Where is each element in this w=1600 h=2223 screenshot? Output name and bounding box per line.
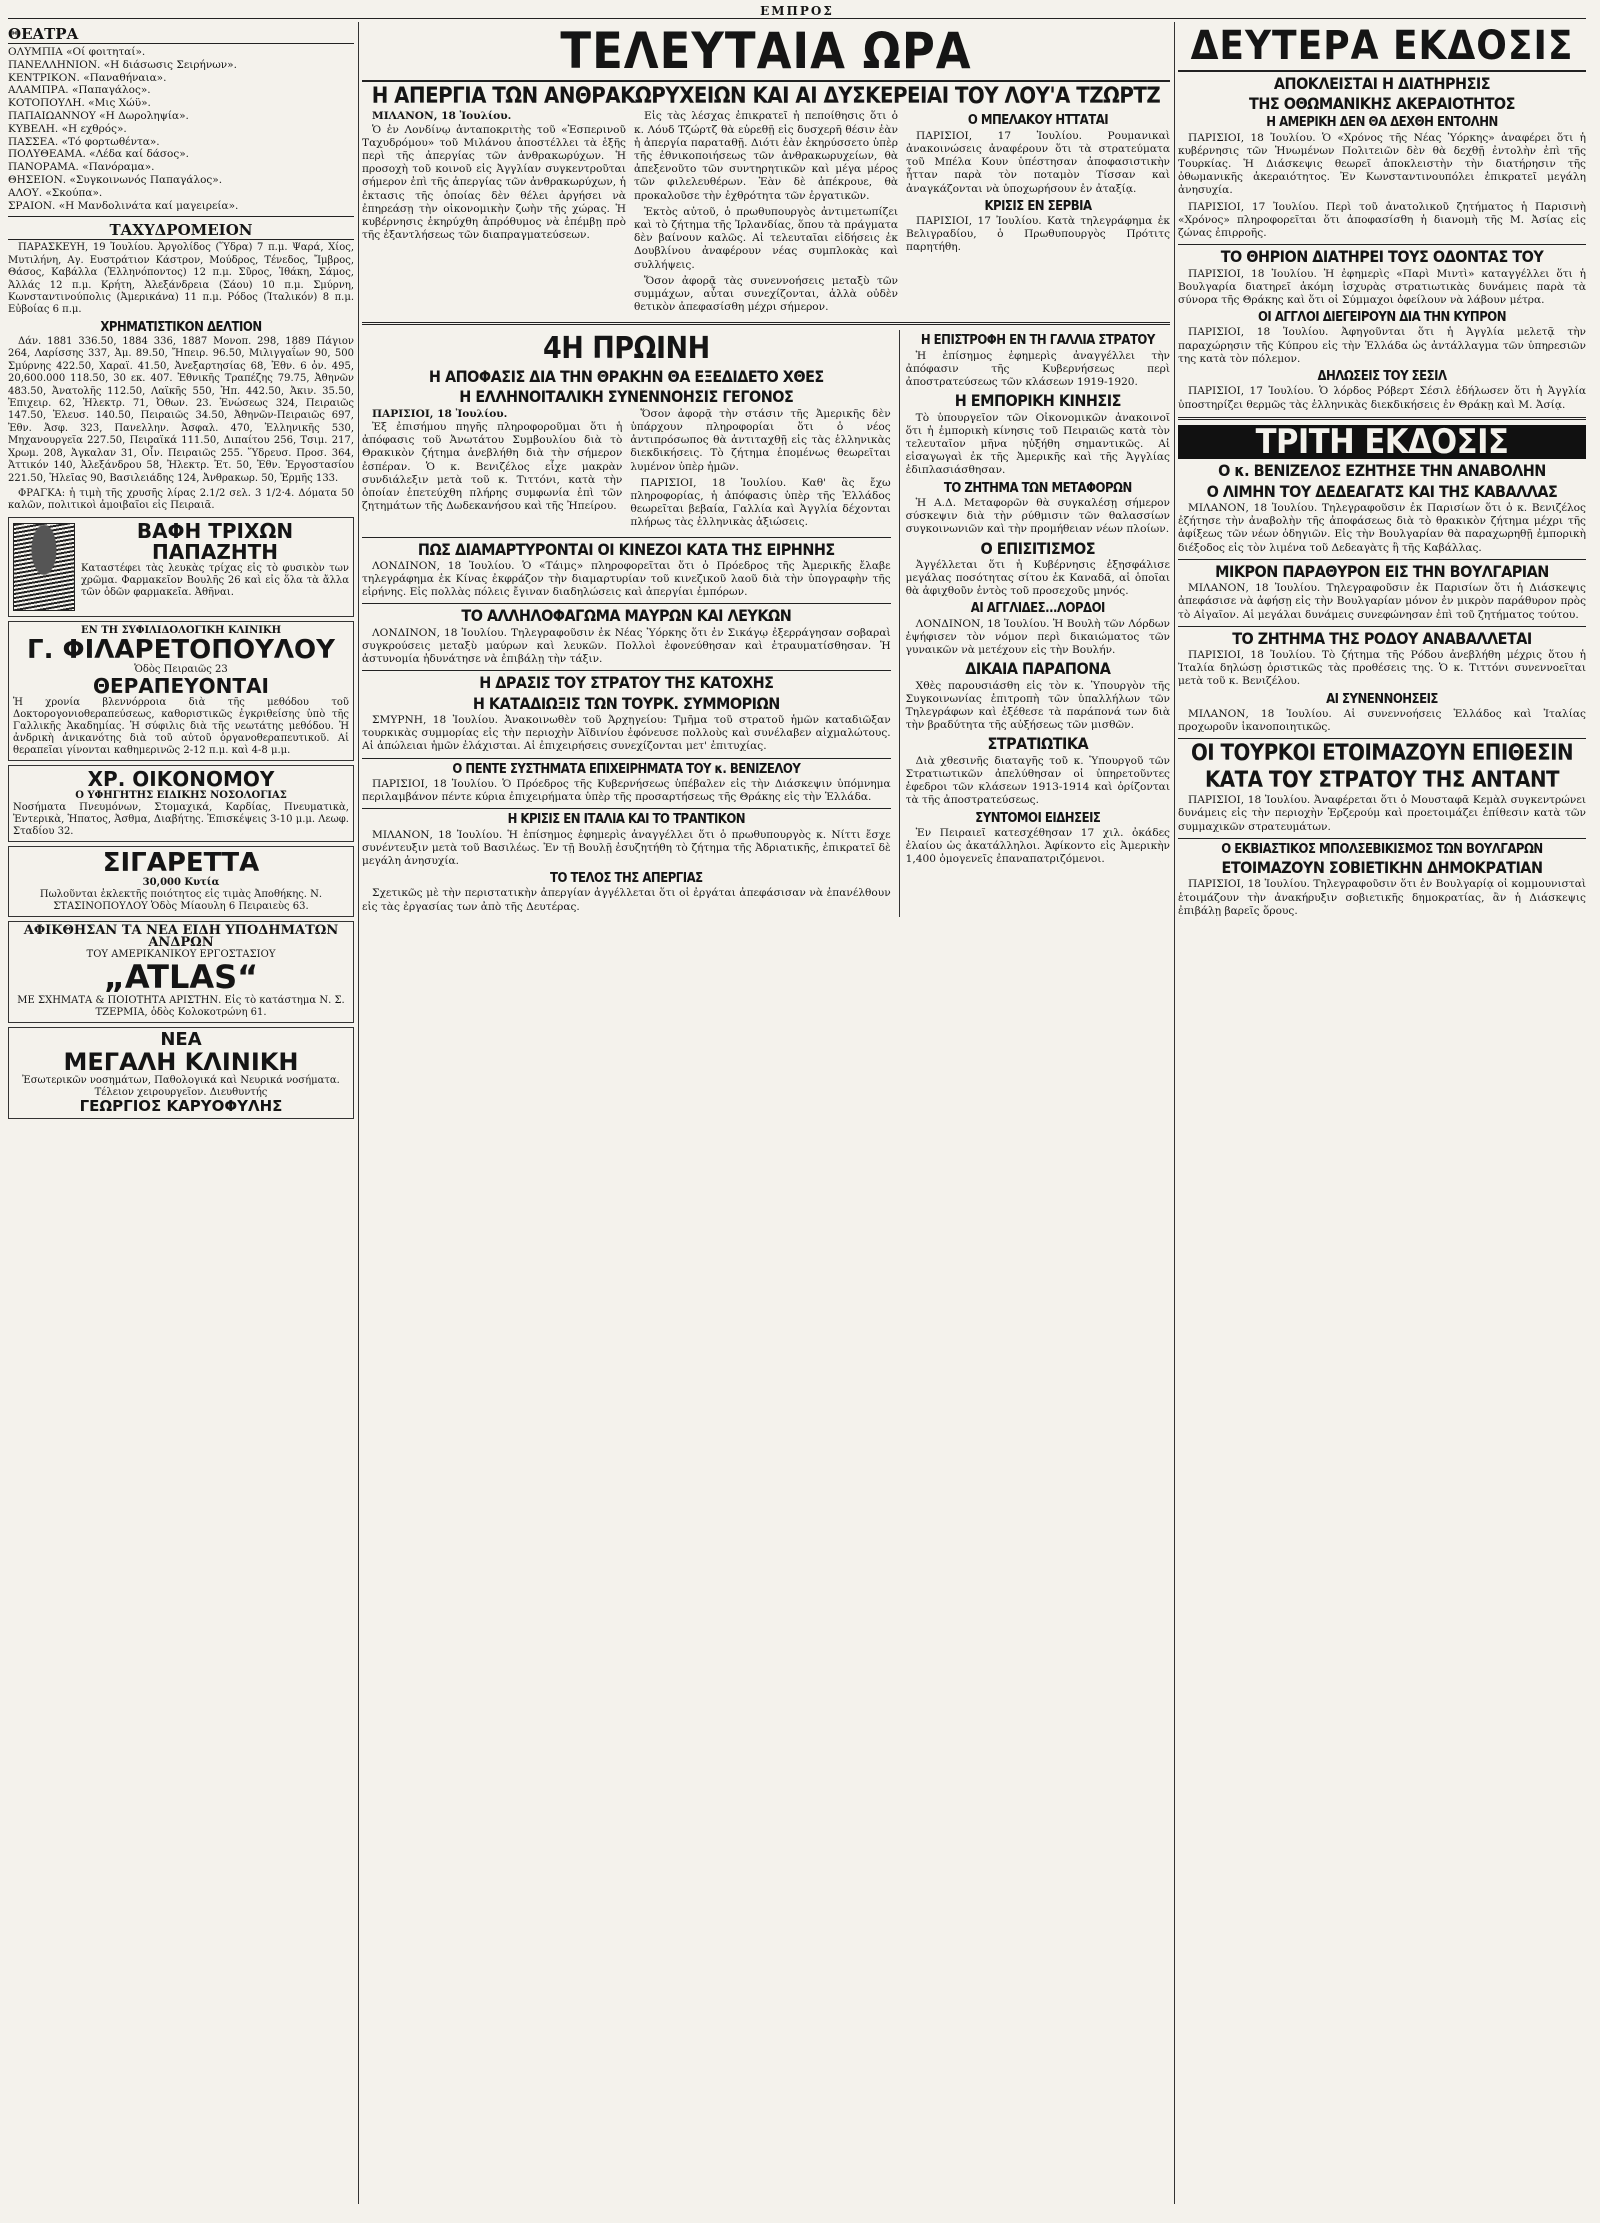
occupation-army-headline: Η ΔΡΑΣΙΣ ΤΟΥ ΣΤΡΑΤΟΥ ΤΗΣ ΚΑΤΟΧΗΣ — [479, 673, 774, 693]
hair-dye-ad — [8, 517, 354, 617]
cigarette-text: Πωλοῦνται ἐκλεκτῆς ποιότητος εἰς τιμὰς Ἀποθήκης. Ν. ΣΤΑΣΙΝΟΠΟΥΛΟΥ Ὁδὸς Μίαουλη 6 Πειραιεὺς 63. — [39, 889, 323, 913]
rhodes-headline: ΤΟ ΖΗΤΗΜΑ ΤΗΣ ΡΟΔΟΥ ΑΝΑΒΑΛΛΕΤΑΙ — [1232, 628, 1532, 648]
theatre-listing: ΠΟΛΥΘΕΑΜΑ. «Λέδα καί δάσος». — [8, 148, 189, 161]
article-paragraph: ΛΟΝΔΙΝΟΝ, 18 Ἰουλίου. Τηλεγραφοῦσιν ἐκ Νέας Ὑόρκης ὅτι ἐν Σικάγῳ ἐξερράγησαν σοβαραὶ συγκρούσεις μεταξὺ μαύρων καὶ λευκῶν. Πολλοὶ ἐφονεύθησαν καὶ ἐτραυματίσθησαν. Ἡ ἀστυνομία ἠδυνάτησε νὰ ἐπιβάλῃ τὴν τάξιν. — [362, 626, 891, 666]
ottoman-headline-1: ΑΠΟΚΛΕΙΣΤΑΙ Η ΔΙΑΤΗΡΗΣΙΣ — [1273, 73, 1491, 93]
bela-kun-headline: Ο ΜΠΕΛΑΚΟΥ ΗΤΤΑΤΑΙ — [967, 113, 1109, 129]
turks-attack-headline-2: ΚΑΤΑ ΤΟΥ ΣΤΡΑΤΟΥ ΤΗΣ ΑΝΤΑΝΤ — [1204, 767, 1560, 793]
article-paragraph: ΠΑΡΙΣΙΟΙ, 18 Ἰουλίου. Ὁ Πρόεδρος τῆς Κυβερνήσεως ὑπέβαλεν εἰς τὴν Διάσκεψιν ὑπόμνημα περιλαμβάνον πέντε κύρια ἐπιχειρήματα ὑπὲρ τῆς προσαρτήσεως τῆς Θράκης εἰς τὴν Ἑλλάδα. — [362, 777, 891, 804]
doctor-subtitle: Ο ΥΦΗΓΗΤΗΣ ΕΙΔΙΚΗΣ ΝΟΣΟΛΟΓΙΑΣ — [75, 790, 287, 802]
bulletin-note: ΦΡΑΓΚΑ: ἡ τιμὴ τῆς χρυσῆς λίρας 2.1/2 σελ. 3 1/2·4. Δόματα 50 καλῶν, πολιτικοὶ ἀμοιβαῖοι εἰς Πειραιᾶ. — [8, 487, 354, 512]
article-paragraph: Ἐκτὸς αὐτοῦ, ὁ πρωθυπουργὸς ἀντιμετωπίζει καὶ τὸ ζήτημα τῆς Ἰρλανδίας, ὅπου τὰ πράγματα δὲν βαίνουν καλῶς. Αἱ τελευταῖαι εἰδήσεις ἐκ Δουβλίνου ἀναφέρουν νέας συμπλοκὰς καὶ συλλήψεις. — [634, 205, 898, 271]
venizelos-delay-headline: Ο κ. ΒΕΝΙΖΕΛΟΣ ΕΖΗΤΗΣΕ ΤΗΝ ΑΝΑΒΟΛΗΝ — [1218, 461, 1546, 481]
theatre-listing: ΘΗΣΕΙΟΝ. «Συγκοινωνός Παπαγάλος». — [8, 173, 223, 186]
article-paragraph: ΠΑΡΙΣΙΟΙ, 18 Ἰουλίου. Τὸ ζήτημα τῆς Ρόδου ἀνεβλήθη μέχρις ὅτου ἡ Ἰταλία δηλώσῃ ὁριστικῶς τὰς προθέσεις της. Ὁ κ. Τιττόνι συνεννοεῖται μετὰ τοῦ κ. Βενιζέλου. — [1178, 649, 1586, 688]
theatre-heading: ΘΕΑΤΡΑ — [8, 25, 354, 44]
transport-headline: ΤΟ ΖΗΤΗΜΑ ΤΩΝ ΜΕΤΑΦΟΡΩΝ — [943, 480, 1132, 496]
doctor-name: ΧΡ. ΟΙΚΟΝΟΜΟΥ — [87, 767, 275, 792]
lower-center — [362, 330, 1170, 916]
beast-headline: ΤΟ ΘΗΡΙΟΝ ΔΙΑΤΗΡΕΙ ΤΟΥΣ ΟΔΟΝΤΑΣ ΤΟΥ — [1220, 247, 1544, 267]
article-paragraph: ΠΑΡΙΣΙΟΙ, 17 Ἰουλίου. Ὁ λόρδος Ρόβερτ Σέσιλ ἐδήλωσεν ὅτι ἡ Ἀγγλία ὑποστηρίζει θερμῶς τὰς ἑλληνικὰς διεκδικήσεις ἐν Θράκῃ καὶ Μ. Ἀσίᾳ. — [1178, 385, 1586, 411]
article-paragraph: ΜΙΛΑΝΟΝ, 18 Ἰουλίου. Τηλεγραφοῦσιν ἐκ Παρισίων ὅτι ἡ Διάσκεψις ἀπεφάσισε νὰ ἀφήσῃ εἰς τὴν Βουλγαρίαν μόνον ἐν μικρὸν παράθυρον πρὸς τὸ Αἰγαῖον. Αἱ μεγάλαι δυνάμεις συνεφώνησαν ἐπὶ τοῦ ζητήματος τούτου. — [1178, 582, 1586, 621]
greco-italian-headline: Η ΕΛΛΗΝΟΙΤΑΛΙΚΗ ΣΥΝΕΝΝΟΗΣΙΣ ΓΕΓΟΝΟΣ — [459, 387, 794, 407]
theatre-listing: ΠΑΝΕΛΛΗΝΙΟΝ. «Η διάσωσις Σειρήνων». — [8, 58, 237, 71]
theatre-listing: ΑΛΑΜΠΡΑ. «Παπαγάλος». — [8, 84, 151, 97]
theatre-list — [8, 46, 354, 212]
theatre-listing: ΚΕΝΤΡΙΚΟΝ. «Παναθήναια». — [8, 71, 167, 84]
atlas-sub: ΤΟΥ ΑΜΕΡΙΚΑΝΙΚΟΥ ΕΡΓΟΣΤΑΣΙΟΥ — [86, 949, 276, 961]
bulletin-text: Δάν. 1881 336.50, 1884 336, 1887 Μονοπ. 298, 1889 Πάγιον 264, Λαρίσσης 337, Ἀμ. 89.50, Ἤπειρ. 96.50, Μιλιγγαΐων 90, 500 Σμύρνης 422.50, Χαραϊ. 41.50, Ἀνεξαρτησίας 68, Ἐθν. 6 ὀν. 495, 20,600.000 118.50, 30 εκ. 407. Ἐθνικῆς Τραπέζης 79.75, Ἀθηνῶν 483.50, Ἀνατολῆς 112.50, Λαϊκῆς 550, Ἠπ. 442.50, Ἀκιν. 35.50, Ἐπιχειρ. 62, Ἠλεκτρ. 71, Ὀθων. 23. Ἑνώσεως 324, Πειραιῶς 147.50, Ἐλευσ. 140.50, Πειραιῶς 34.50, Ἀθηνῶν-Πειραιῶς 697, Ἐθν. Ἀσφ. 323, Πανελλην. Ἀσφαλ. 470, Ἑλληνικῆς 530, Μηχανουργεῖα 227.50, Πειραϊκά 111.50, Διπαίτου 256, Τσιμ. 217, Χρωμ. 208, Ἀγκαλαν 31, Οἶν. Πειραιῶς 255. Ὕδρευσ. Προσ. 364, Ἀττικόν 140, Ἀλεξάνδρου 58, Ἠλεκτρ. Ἐτ. 50, Ἐθν. Ἐργοστασίου 221.50, Ἡλεῖας 90, Βασιλειάδης 124, Ἀνθρακωρ. 50, Ἐρμῆς 133. — [8, 336, 354, 484]
article-paragraph: Εἰς τὰς λέσχας ἐπικρατεῖ ἡ πεποίθησις ὅτι ὁ κ. Λόυδ Τζώρτζ θὰ εὑρεθῇ εἰς δυσχερῆ θέσιν ἐὰν ἡ ἀπεργία παραταθῇ. Διότι ἐὰν ἐκηρύσσετο ὑπὲρ τῆς ἐθνικοποιήσεως τῶν ἀνθρακωρυχείων, θὰ ἀπεξενοῦτο τῶν συντηρητικῶν καὶ μέγα μέρος τῶν φιλελευθέρων. Ἐὰν δὲ ἀπέκρουε, θὰ προκαλοῦσε τὴν ἐχθρότητα τῶν ἐργατικῶν. — [634, 110, 898, 202]
cigarette-subtitle: 30,000 Κυτία — [142, 877, 220, 889]
article-paragraph: Ἡ Α.Δ. Μεταφορῶν θὰ συγκαλέσῃ σήμερον σύσκεψιν διὰ τὴν ρύθμισιν τῶν θαλασσίων συγκοινωνιῶν καὶ τὴν προμήθειαν νέων πλοίων. — [905, 496, 1170, 536]
article-paragraph: Ἀγγέλλεται ὅτι ἡ Κυβέρνησις ἐξησφάλισε μεγάλας ποσότητας σίτου ἐκ Καναδᾶ, αἱ ὁποῖαι θὰ ἀφιχθοῦν ἐντὸς τοῦ προσεχοῦς μηνός. — [905, 558, 1170, 598]
article-paragraph: Τὸ ὑπουργεῖον τῶν Οἰκονομικῶν ἀνακοινοῖ ὅτι ἡ ἐμπορικὴ κίνησις τοῦ Πειραιῶς κατὰ τὸν τελευταῖον μῆνα ηὐξήθη σημαντικῶς. Αἱ εἰσαγωγαὶ ἐκ τῆς Ἀμερικῆς καὶ τῆς Ἀγγλίας ἐδιπλασιάσθησαν. — [905, 411, 1170, 477]
masthead: ΕΜΠΡΟΣ — [8, 4, 1586, 19]
turks-attack-headline-1: ΟΙ ΤΟΥΡΚΟΙ ΕΤΟΙΜΑΖΟΥΝ ΕΠΙΘΕΣΙΝ — [1190, 741, 1574, 767]
dateline: ΜΙΛΑΝΟΝ, 18 Ἰουλίου. — [372, 110, 512, 123]
post-heading: ΤΑΧΥΔΡΟΜΕΙΟΝ — [8, 221, 354, 240]
portrait-illustration — [13, 523, 75, 611]
big-clinic-pre: ΝΕΑ — [160, 1028, 202, 1050]
theatre-listing: ΠΑΝΟΡΑΜΑ. «Πανόραμα». — [8, 161, 155, 174]
article-paragraph: ΜΙΛΑΝΟΝ, 18 Ἰουλίου. Ἡ ἐπίσημος ἐφημερὶς ἀναγγέλλει ὅτι ὁ πρωθυπουργὸς κ. Νίττι ἔσχε συνέντευξιν μετὰ τοῦ Βασιλέως. Ἐν τῇ Βουλῇ ἐσυζητήθη τὸ ζήτημα τῆς Ἀδριατικῆς, ἐπικρατεῖ δὲ μεγάλη ἀνησυχία. — [362, 828, 891, 867]
article-paragraph: ΠΑΡΙΣΙΟΙ, 18 Ἰουλίου. Τηλεγραφοῦσιν ὅτι ἐν Βουλγαρίᾳ οἱ κομμουνισταὶ ἑτοιμάζουν τὴν ἀνακήρυξιν σοβιετικῆς δημοκρατίας, ἂν ἡ Διάσκεψις ἐπιβάλῃ βαρεῖς ὅρους. — [1178, 878, 1586, 917]
ports-headline: Ο ΛΙΜΗΝ ΤΟΥ ΔΕΔΕΑΓΑΤΣ ΚΑΙ ΤΗΣ ΚΑΒΑΛΛΑΣ — [1206, 481, 1558, 501]
left-column — [8, 22, 354, 2204]
right-column — [1178, 22, 1586, 2204]
theatre-listing: ΚΟΤΟΠΟΥΛΗ. «Μις Χώϋ». — [8, 97, 151, 110]
ottoman-headline-2: ΤΗΣ ΟΘΩΜΑΝΙΚΗΣ ΑΚΕΡΑΙΟΤΗΤΟΣ — [1249, 94, 1515, 114]
venizelos-headline: Ο ΠΕΝΤΕ ΣΥΣΤΗΜΑΤΑ ΕΠΙΧΕΙΡΗΜΑΤΑ ΤΟΥ κ. ΒΕΝΙΖΕΛΟΥ — [452, 761, 801, 777]
cigarette-title: ΣΙΓΑΡΕΤΤΑ — [102, 848, 260, 879]
fourth-morning-title: 4Η ΠΡΩΙΝΗ — [542, 331, 710, 367]
soviet-republic-headline: ΕΤΟΙΜΑΖΟΥΝ ΣΟΒΙΕΤΙΚΗΝ ΔΗΜΟΚΡΑΤΙΑΝ — [1221, 858, 1543, 878]
theatre-listing: ΣΡΑΙΟΝ. «Η Μανδολινάτα καί μαγειρεία». — [8, 199, 239, 212]
return-army-headline: Η ΕΠΙΣΤΡΟΦΗ ΕΝ ΤΗ ΓΑΛΛΙΑ ΣΤΡΑΤΟΥ — [920, 333, 1155, 349]
military-headline: ΣΤΡΑΤΙΩΤΙΚΑ — [987, 734, 1089, 754]
big-clinic-title: ΜΕΓΑΛΗ ΚΛΙΝΙΚΗ — [63, 1047, 299, 1076]
atlas-text: ΜΕ ΣΧΗΜΑΤΑ & ΠΟΙΟΤΗΤΑ ΑΡΙΣΤΗΝ. Εἰς τὸ κατάστημα Ν. Σ. ΤΖΕΡΜΙΑ, ὁδὸς Κολοκοτρώνη 61. — [17, 994, 345, 1018]
article-paragraph: ΠΑΡΙΣΙΟΙ, 17 Ἰουλίου. Κατὰ τηλεγράφημα ἐκ Βελιγραδίου, ὁ Πρωθυπουργὸς Πρότιτς παρητήθη. — [906, 214, 1170, 254]
cyprus-headline: ΟΙ ΑΓΓΛΟΙ ΔΙΕΓΕΙΡΟΥΝ ΔΙΑ ΤΗΝ ΚΥΠΡΟΝ — [1257, 310, 1506, 326]
clinic-pre: ΕΝ ΤΗ ΣΥΦΙΛΙΔΟΛΟΓΙΚΗ ΚΛΙΝΙΚΗ — [80, 624, 282, 636]
lords-headline: ΑΙ ΑΓΓΛΙΔΕΣ...ΛΟΡΔΟΙ — [970, 601, 1105, 617]
big-clinic-ad — [8, 1027, 354, 1119]
dateline: ΠΑΡΙΣΙΟΙ, 18 Ἰουλίου. — [372, 407, 508, 420]
bulgaria-window-headline: ΜΙΚΡΟΝ ΠΑΡΑΘΥΡΟΝ ΕΙΣ ΤΗΝ ΒΟΥΛΓΑΡΙΑΝ — [1215, 561, 1549, 581]
latest-hour-title: ΤΕΛΕΥΤΑΙΑ ΩΡΑ — [362, 26, 1170, 82]
article-paragraph: Διὰ χθεσινῆς διαταγῆς τοῦ κ. Ὑπουργοῦ τῶν Στρατιωτικῶν ἀπελύθησαν οἱ ὑπηρετοῦντες ἐφεδροι τῶν κλάσεων 1913-1914 καὶ ὀρίζονται τὰ τῆς ἀποστρατεύσεως. — [905, 754, 1170, 807]
short-news-headline: ΣΥΝΤΟΜΟΙ ΕΙΔΗΣΕΙΣ — [975, 810, 1101, 826]
theatre-listing: ΠΑΠΑΙΩΑΝΝΟΥ «Η Δωροληψία». — [8, 109, 189, 122]
center-column — [362, 22, 1170, 2204]
doctor-ad — [8, 765, 354, 842]
bolshevism-headline: Ο ΕΚΒΙΑΣΤΙΚΟΣ ΜΠΟΛΣΕΒΙΚΙΣΜΟΣ ΤΩΝ ΒΟΥΛΓΑΡΩΝ — [1221, 841, 1543, 857]
atlas-brand: „ATLAS“ — [103, 958, 259, 997]
article-paragraph: ΜΙΛΑΝΟΝ, 18 Ἰουλίου. Αἱ συνεννοήσεις Ἑλλάδος καὶ Ἰταλίας προχωροῦν ἱκανοποιητικῶς. — [1178, 707, 1586, 734]
theatre-listing: ΑΛΟΥ. «Σκούπα». — [8, 186, 103, 199]
atlas-pre: ΑΦΙΚΘΗΣΑΝ ΤΑ ΝΕΑ ΕΙΔΗ ΥΠΟΔΗΜΑΤΩΝ ΑΝΔΡΩΝ — [23, 923, 339, 951]
article-paragraph: Χθὲς παρουσιάσθη εἰς τὸν κ. Ὑπουργὸν τῆς Συγκοινωνίας ἐπιτροπὴ τῶν ὑπαλλήλων τῶν Τηλεγράφων καὶ ἐξέθεσε τὰ παράπονά των διὰ τὴν βραδύτητα τῆς αὐξήσεως τῶν μισθῶν. — [905, 679, 1170, 732]
big-clinic-text: Ἐσωτερικῶν νοσημάτων, Παθολογικά καὶ Νευρικά νοσήματα. Τέλειον χειρουργεῖον. Διευθυντής — [22, 1075, 340, 1098]
clinic-name: Γ. ΦΙΛΑΡΕΤΟΠΟΥΛΟΥ — [27, 634, 335, 665]
theatre-listing: ΠΑΣΣΕΑ. «Τό φορτωθέντα». — [8, 135, 160, 148]
coal-strike-headline: Η ΑΠΕΡΓΙΑ ΤΩΝ ΑΝΘΡΑΚΩΡΥΧΕΙΩΝ ΚΑΙ ΑΙ ΔΥΣΚΕΡΕΙΑΙ ΤΟΥ ΛΟΥ'Α ΤΖΩΡΤΖ — [371, 84, 1161, 109]
america-headline: Η ΑΜΕΡΙΚΗ ΔΕΝ ΘΑ ΔΕΧΘΗ ΕΝΤΟΛΗΝ — [1266, 115, 1498, 131]
article-paragraph: ΛΟΝΔΙΝΟΝ, 18 Ἰουλίου. Ὁ «Τάιμς» πληροφορεῖται ὅτι ὁ Πρόεδρος τῆς Ἀμερικῆς ἔλαβε τηλεγράφημα ἐκ Κίνας ἐκφράζον τὴν διαμαρτυρίαν τοῦ κινεζικοῦ λαοῦ διὰ τὴν ὑπογραφὴν τῆς εἰρήνης. Εἰς πολλὰς πόλεις ἔγιναν διαδηλώσεις καὶ ἀπεργίαι ἐμπόρων. — [362, 559, 891, 599]
race-riots-headline: ΤΟ ΑΛΛΗΛΟΦΑΓΩΜΑ ΜΑΥΡΩΝ ΚΑΙ ΛΕΥΚΩΝ — [461, 606, 792, 626]
clinic-cure: ΘΕΡΑΠΕΥΟΝΤΑΙ — [93, 674, 269, 699]
article-paragraph: Ἐν Πειραιεῖ κατεσχέθησαν 17 χιλ. ὀκάδες ἐλαίου ὡς ἀκατάλληλοι. Ἀφίκοντο εἰς Ἀμερικὴν 1,400 ὁμογενεῖς ἐπαναπατριζόμενοι. — [905, 826, 1170, 866]
article-paragraph: ΠΑΡΙΣΙΟΙ, 18 Ἰουλίου. Ἀναφέρεται ὅτι ὁ Μουσταφᾶ Κεμὰλ συγκεντρώνει δυνάμεις εἰς τὴν περιοχὴν Ἐρζερούμ καὶ προετοιμάζει ἐπίθεσιν κατὰ τῶν συμμαχικῶν στρατευμάτων. — [1178, 794, 1586, 833]
coal-strike-article — [362, 110, 1170, 317]
post-text: ΠΑΡΑΣΚΕΥΗ, 19 Ἰουλίου. Ἀργολίδος (Ὕδρα) 7 π.μ. Ψαρά, Χίος, Μυτιλήνη, Αγ. Ευστράτιον Κάστρον, Μούδρος, Τένεδος, Ἴμβρος, Θάσος, Καβάλλα (Ἑλληνόποντος) 12 π.μ. Σῦρος, Ἰθάκη, Σάμος, Ἀλλάς 12 π.μ. Κρήτη, Ἀλεξάνδρεια (Σάου) 10 π.μ. Σμύρνη, Κωνσταντινούπολις (Ἀμερικάνα) 11 π.μ. Ρόδος (Ἰταλικόν) 8 π.μ. Εὐβοίας 6 π.μ. — [8, 242, 354, 316]
theatre-listing: ΚΥΒΕΛΗ. «Η εχθρός». — [8, 122, 127, 135]
article-paragraph: Ὁ ἐν Λονδίνῳ ἀνταποκριτὴς τοῦ «Ἐσπερινοῦ Ταχυδρόμου» τοῦ Μιλάνου ἀποστέλλει τὰ ἑξῆς περὶ τῆς ἀπεργίας τῶν ἀνθρακωρύχων. Ἡ προσοχὴ τοῦ κοινοῦ εἰς Ἀγγλίαν συγκεντροῦται σήμερον ἐπὶ τῆς ἀπεργίας τῶν ἀνθρακωρύχων, ἡ ἐκτασις τῆς ὁποίας δὲν θέλει ἀργήσει νὰ ἐπηρεάσῃ τὴν οἰκονομικὴν ζωὴν τῆς χώρας. Ἡ κυβέρνησις ἐκηρύχθη ἀπρόθυμος νὰ ἐπέμβῃ πρὸ τῆς ἐξαντλήσεως τῶν διαπραγματεύσεων. — [362, 123, 626, 242]
column-rule — [358, 22, 359, 2204]
food-supply-headline: Ο ΕΠΙΣΙΤΙΣΜΟΣ — [980, 538, 1096, 558]
second-edition-title: ΔΕΥΤΕΡΑ ΕΚΔΟΣΙΣ — [1178, 26, 1586, 72]
complaints-headline: ΔΙΚΑΙΑ ΠΑΡΑΠΟΝΑ — [965, 659, 1111, 679]
article-paragraph: ΛΟΝΔΙΝΟΝ, 18 Ἰουλίου. Ἡ Βουλὴ τῶν Λόρδων ἐψήφισεν τὸν νόμον περὶ δικαιώματος τῶν γυναικῶν νὰ μετέχουν εἰς τὴν Βουλήν. — [905, 617, 1170, 657]
article-paragraph: Ὅσον ἀφορᾷ τὴν στάσιν τῆς Ἀμερικῆς δὲν ὑπάρχουν πληροφορίαι ὅτι ὁ νέος ἀντιπρόσωπος θὰ ἀντιταχθῇ εἰς τὰς ἑλληνικὰς διεκδικήσεις. Τὸ ζήτημα ἐπομένως θεωρεῖται λυμένον ὑπὲρ ἡμῶν. — [630, 407, 891, 473]
article-paragraph: ΠΑΡΙΣΙΟΙ, 18 Ἰουλίου. Ὁ «Χρόνος τῆς Νέας Ὑόρκης» ἀναφέρει ὅτι ἡ κυβέρνησις τῶν Ἡνωμένων Πολιτειῶν δὲν θὰ δεχθῇ ἐντολὴν ἐπὶ τῆς Τουρκίας. Ἡ Διάσκεψις θεωρεῖ ἀποκλειστὴν τὴν διατήρησιν τῆς ὀθωμανικῆς ἀκεραιότητος. Ἐν Κωνσταντινουπόλει ἐπικρατεῖ μεγάλη ἀνησυχία. — [1178, 131, 1586, 197]
cigarette-ad — [8, 846, 354, 917]
thrace-headline: Η ΑΠΟΦΑΣΙΣ ΔΙΑ ΤΗΝ ΘΡΑΚΗΝ ΘΑ ΕΞΕΔΙΔΕΤΟ ΧΘΕΣ — [428, 367, 824, 387]
negotiations-headline: ΑΙ ΣΥΝΕΝΝΟΗΣΕΙΣ — [1326, 691, 1438, 707]
article-paragraph: ΠΑΡΙΣΙΟΙ, 17 Ἰουλίου. Περὶ τοῦ ἀνατολικοῦ ζητήματος ἡ Παρισινὴ «Χρόνος» πληροφορεῖται ὅτι ἀποφασίσθη ἡ διανομὴ τῆς Μ. Ἀσίας εἰς ζώνας ἐπιρροῆς. — [1178, 200, 1586, 240]
article-paragraph: ΣΜΥΡΝΗ, 18 Ἰουλίου. Ἀνακοινωθὲν τοῦ Ἀρχηγείου: Τμῆμα τοῦ στρατοῦ ἡμῶν καταδιῶξαν τουρκικὰς συμμορίας εἰς τὴν περιοχὴν Ἀϊδινίου ἐφόνευσε πολλοὺς καὶ συνέλαβεν αἰχμαλώτους. Αἱ ἀπώλειαι ἡμῶν ἐλάχισται. Αἱ ἐπιχειρήσεις συνεχίζονται μετ' ἐπιτυχίας. — [362, 714, 891, 753]
hair-dye-title: ΒΑΦΗ ΤΡΙΧΩΝ ΠΑΠΑΖΗΤΗ — [136, 518, 294, 564]
column-rule — [1174, 22, 1175, 2204]
article-paragraph: ΠΑΡΙΣΙΟΙ, 18 Ἰουλίου. Καθ' ἃς ἔχω πληροφορίας, ἡ ἀπόφασις ὑπὲρ τῆς Ἑλλάδος θεωρεῖται βεβαία, Γαλλία καὶ Ἀγγλία δέχονται πλήρως τὰς ἑλληνικὰς ἀξιώσεις. — [630, 476, 891, 529]
article-paragraph: ΠΑΡΙΣΙΟΙ, 18 Ἰουλίου. Ἡ ἐφημερὶς «Παρὶ Μιντὶ» καταγγέλλει ὅτι ἡ Βουλγαρία διατηρεῖ ἀκόμη ἰσχυρὰς στρατιωτικὰς δυνάμεις παρὰ τὰ σύνορα τῆς Θράκης καὶ ὅτι οἱ Σύμμαχοι ὀφείλουν νὰ λάβουν μέτρα. — [1178, 267, 1586, 307]
atlas-ad — [8, 921, 354, 1023]
third-edition-title: ΤΡΙΤΗ ΕΚΔΟΣΙΣ — [1178, 425, 1586, 460]
italy-crisis-headline: Η ΚΡΙΣΙΣ ΕΝ ΙΤΑΛΙΑ ΚΑΙ ΤΟ ΤΡΑΝΤΙΚΟΝ — [507, 812, 746, 828]
strike-end-headline: ΤΟ ΤΕΛΟΣ ΤΗΣ ΑΠΕΡΓΙΑΣ — [550, 871, 703, 887]
article-paragraph: ΠΑΡΙΣΙΟΙ, 18 Ἰουλίου. Ἀφηγοῦνται ὅτι ἡ Ἀγγλία μελετᾷ τὴν παραχώρησιν τῆς Κύπρου εἰς τὴν Ἑλλάδα ὡς ἀντάλλαγμα τῶν ὑπηρεσιῶν της κατὰ τὸν πόλεμον. — [1178, 326, 1586, 365]
hair-dye-text: Καταστέφει τὰς λευκὰς τρίχας εἰς τὸ φυσικὸν των χρῶμα. Φαρμακεῖον Βουλῆς 26 καὶ εἰς ὅλα τὰ ἄλλα τῶν ὁδῶν φαρμακεῖα. Ἀθῆναι. — [81, 562, 349, 598]
article-paragraph: Σχετικῶς μὲ τὴν περιστατικὴν ἀπεργίαν ἀγγέλλεται ὅτι οἱ ἐργάται ἀπεφάσισαν νὰ ἐπανέλθουν εἰς τὰς ἐργασίας των ἀπὸ τῆς Δευτέρας. — [362, 887, 891, 913]
big-clinic-name: ΓΕΩΡΓΙΟΣ ΚΑΡΥΟΦΥΛΗΣ — [79, 1097, 283, 1115]
article-paragraph: Ὅσον ἀφορᾷ τὰς συνεννοήσεις μεταξὺ τῶν συμμάχων, αὗται συνεχίζονται, ἀλλὰ οὐδὲν θετικὸν ἀπεφασίσθη μέχρι σήμερον. — [634, 274, 898, 314]
doctor-text: Νοσήματα Πνευμόνων, Στομαχικά, Καρδίας, Πνευματικὰ, Ἐντερικὰ, Ἡπατος, Ἀσθμα, Διαβήτης. Ἐπισκέψεις 3-10 μ.μ. Λεωφ. Σταδίου 32. — [13, 802, 349, 838]
cecil-headline: ΔΗΛΩΣΕΙΣ ΤΟΥ ΣΕΣΙΛ — [1317, 369, 1447, 385]
commerce-headline: Η ΕΜΠΟΡΙΚΗ ΚΙΝΗΣΙΣ — [954, 391, 1121, 411]
article-paragraph: ΠΑΡΙΣΙΟΙ, 17 Ἰουλίου. Ρουμανικαὶ ἀνακοινώσεις ἀναφέρουν ὅτι τὰ στρατεύματα τοῦ Μπέλα Κουν ὑπέστησαν ἀποφασιστικὴν ἧτταν παρὰ τὸν ποταμὸν Τίσσαν καὶ ἀναγκάζονται νὰ ὑποχωρήσουν ἐν ἀταξίᾳ. — [906, 129, 1170, 195]
turkish-gangs-headline: Η ΚΑΤΑΔΙΩΞΙΣ ΤΩΝ ΤΟΥΡΚ. ΣΥΜΜΟΡΙΩΝ — [472, 693, 780, 713]
clinic-ad — [8, 621, 354, 761]
article-paragraph: Ἐξ ἐπισήμου πηγῆς πληροφοροῦμαι ὅτι ἡ ἀπόφασις τοῦ Ἀνωτάτου Συμβουλίου διὰ τὸ Θρακικὸν ζήτημα ἀνεβλήθη διὰ τὴν σήμερον ἐσπέραν. Ὁ κ. Βενιζέλος εἶχε μακρὰν συνδιάλεξιν μετὰ τοῦ κ. Τιττόνι, κατὰ τὴν ὁποίαν ἐπετεύχθη πλήρης συμφωνία ἐπὶ τῶν ζητημάτων τῆς Δωδεκανήσου καὶ τῆς Ἠπείρου. — [362, 420, 623, 513]
clinic-text: Ἡ χρονία βλεννόρροια διὰ τῆς μεθόδου τοῦ Δοκτορογονιοθεραπεύσεως, καθοριστικῶς ἐγκριθείσης ὑπὸ τῆς Γαλλικῆς Ἀκαδημίας. Ἡ σύφιλις διὰ τῆς νεωτάτης μεθόδου. Ἡ ἀνδρικὴ ἀνικανότης διὰ τοῦ αὐτοῦ ὀργανοθεραπευτικοῦ. Αἱ θεραπεῖαι γίνονται καθημερινῶς 2-12 π.μ. καὶ 4-8 μ.μ. — [13, 697, 349, 757]
theatre-listing: ΟΛΥΜΠΙΑ «Οί φοιτηταί». — [8, 46, 146, 58]
article-paragraph: Ἡ ἐπίσημος ἐφημερὶς ἀναγγέλλει τὴν ἀπόφασιν τῆς Κυβερνήσεως περὶ ἀποστρατεύσεως τῶν κλάσεων 1919-1920. — [905, 349, 1170, 389]
article-paragraph: ΜΙΛΑΝΟΝ, 18 Ἰουλίου. Τηλεγραφοῦσιν ἐκ Παρισίων ὅτι ὁ κ. Βενιζέλος ἐζήτησε τὴν ἀναβολὴν τῆς ἀποφάσεως διὰ τὸ θρακικὸν ζήτημα μέχρι τῆς ἀφίξεως τῶν νέων ὁδηγιῶν. Εἰς τὴν Βουλγαρίαν θὰ παραχωρηθῇ ἐμπορικὴ διέξοδος εἰς τὸν λιμένα τοῦ Δεδεαγὰτς ἢ τῆς Καβάλλας. — [1178, 502, 1586, 554]
bulletin-heading: ΧΡΗΜΑΤΙΣΤΙΚΟΝ ΔΕΛΤΙΟΝ — [100, 319, 262, 335]
newspaper-page — [8, 4, 1586, 2212]
serbia-headline: ΚΡΙΣΙΣ ΕΝ ΣΕΡΒΙΑ — [984, 198, 1092, 214]
chinese-protest-headline: ΠΩΣ ΔΙΑΜΑΡΤΥΡΟΝΤΑΙ ΟΙ ΚΙΝΕΖΟΙ ΚΑΤΑ ΤΗΣ ΕΙΡΗΝΗΣ — [417, 539, 835, 559]
clinic-address: Ὁδὸς Πειραιῶς 23 — [134, 664, 228, 676]
